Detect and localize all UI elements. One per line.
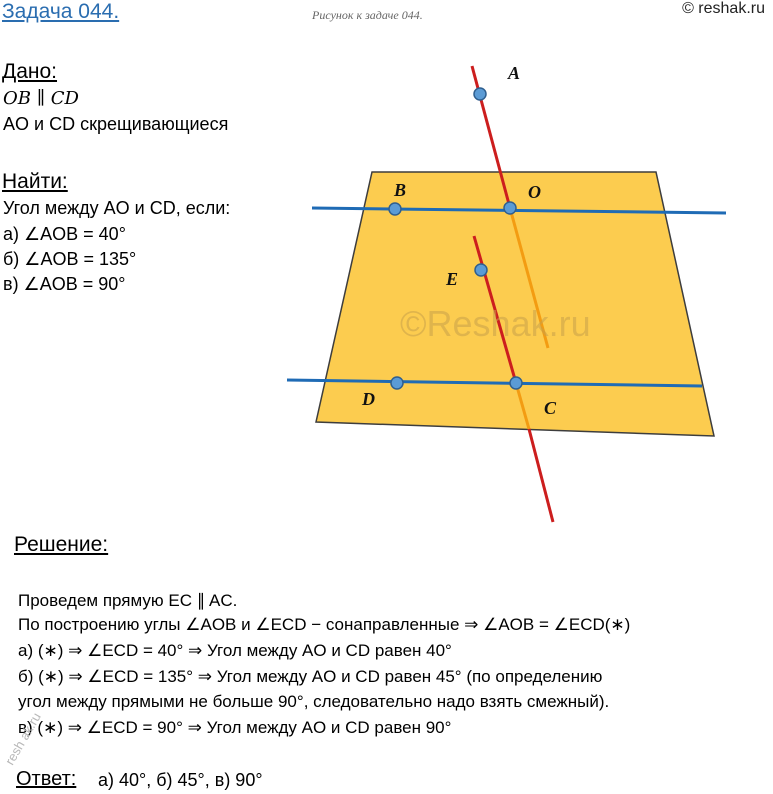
point-A xyxy=(474,88,486,100)
find-case: в) ∠AOB = 90° xyxy=(3,274,126,294)
copyright-text: © reshak.ru xyxy=(682,0,765,17)
find-question: Угол между AO и CD, если: xyxy=(3,198,231,218)
given-heading: Дано: xyxy=(2,60,58,83)
solution-line: Проведем прямую EC ∥ AC. xyxy=(18,591,238,610)
solution-heading: Решение: xyxy=(14,533,109,556)
label-O: O xyxy=(528,182,541,202)
solution-line: б) (∗) ⇒ ∠ECD = 135° ⇒ Угол между AO и CD равен 45° (по определению xyxy=(18,667,603,686)
answer-value: а) 40°, б) 45°, в) 90° xyxy=(98,770,263,790)
given-line: AO и CD скрещивающиеся xyxy=(3,114,229,134)
find-case: а) ∠AOB = 40° xyxy=(3,224,126,244)
point-B xyxy=(389,203,401,215)
answer-heading: Ответ: xyxy=(16,768,77,790)
point-E xyxy=(475,264,487,276)
solution-line: в) (∗) ⇒ ∠ECD = 90° ⇒ Угол между AO и CD равен 90° xyxy=(18,718,452,737)
solution-line: а) (∗) ⇒ ∠ECD = 40° ⇒ Угол между AO и CD равен 40° xyxy=(18,641,452,660)
label-A: A xyxy=(508,63,521,83)
point-D xyxy=(391,377,403,389)
find-case: б) ∠AOB = 135° xyxy=(3,249,137,269)
solution-line: угол между прямыми не больше 90°, следовательно надо взять смежный). xyxy=(18,692,610,711)
label-C: C xyxy=(544,398,557,418)
task-link[interactable]: Задача 044. xyxy=(2,0,120,23)
figure-caption: Рисунок к задаче 044. xyxy=(312,8,423,22)
point-O xyxy=(504,202,516,214)
find-heading: Найти: xyxy=(2,170,68,193)
solution-line: По построению углы ∠AOB и ∠ECD − сонаправленные ⇒ ∠AOB = ∠ECD(∗) xyxy=(18,615,631,634)
line-EC-lower xyxy=(529,429,553,522)
label-D: D xyxy=(362,389,375,409)
label-E: E xyxy=(446,269,459,289)
label-B: B xyxy=(394,180,407,200)
point-C xyxy=(510,377,522,389)
side-watermark: resh ak.ru xyxy=(2,709,44,768)
given-line: OB ∥ CD xyxy=(3,88,79,109)
figure-watermark: ©Reshak.ru xyxy=(400,303,591,344)
